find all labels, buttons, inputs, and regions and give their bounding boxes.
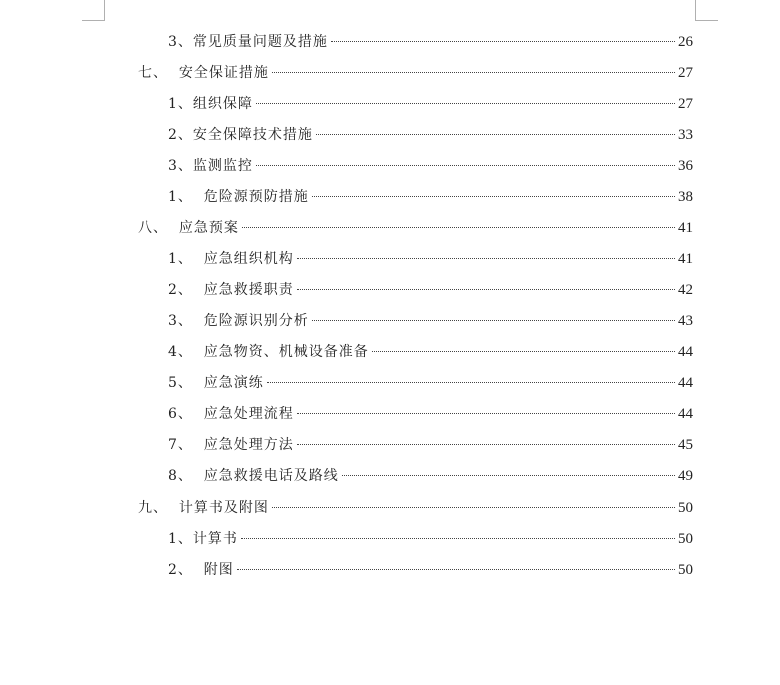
toc-page-number: 26	[678, 34, 693, 50]
toc-entry[interactable]	[138, 62, 693, 84]
toc-dot-leader	[237, 569, 675, 570]
toc-entry-label: 3、常见质量问题及措施	[168, 34, 328, 50]
toc-entry-label: 3、 危险源识别分析	[168, 313, 309, 329]
toc-page-number: 43	[678, 313, 693, 329]
toc-page-number: 36	[678, 158, 693, 174]
toc-page-number: 41	[678, 220, 693, 236]
toc-dot-leader	[241, 538, 675, 539]
toc-page-number: 38	[678, 189, 693, 205]
page-corner-mark-top-left	[82, 0, 105, 21]
toc-entry[interactable]	[168, 403, 693, 425]
toc-entry-label: 1、 应急组织机构	[168, 251, 294, 267]
toc-entry[interactable]	[168, 124, 693, 146]
toc-entry[interactable]	[168, 341, 693, 363]
toc-page-number: 33	[678, 127, 693, 143]
toc-entry[interactable]	[168, 372, 693, 394]
toc-dot-leader	[312, 196, 675, 197]
toc-entry[interactable]	[168, 31, 693, 53]
toc-entry-label: 3、监测监控	[168, 158, 253, 174]
toc-page-number: 49	[678, 468, 693, 484]
toc-page-number: 50	[678, 531, 693, 547]
toc-page-number: 27	[678, 96, 693, 112]
toc-entry-label: 1、组织保障	[168, 96, 253, 112]
toc-entry-label: 七、 安全保证措施	[138, 65, 269, 81]
toc-entry[interactable]	[168, 310, 693, 332]
toc-entry-label: 2、 附图	[168, 562, 234, 578]
toc-page-number: 44	[678, 375, 693, 391]
toc-page-number: 50	[678, 500, 693, 516]
toc-entry[interactable]	[168, 465, 693, 487]
toc-entry-label: 1、计算书	[168, 531, 238, 547]
toc-page-number: 44	[678, 406, 693, 422]
toc-dot-leader	[297, 289, 675, 290]
toc-entry[interactable]	[168, 248, 693, 270]
toc-dot-leader	[316, 134, 675, 135]
toc-dot-leader	[342, 475, 675, 476]
toc-entry[interactable]	[168, 279, 693, 301]
toc-page-number: 27	[678, 65, 693, 81]
toc-dot-leader	[297, 258, 675, 259]
toc-dot-leader	[372, 351, 675, 352]
toc-page-number: 42	[678, 282, 693, 298]
toc-entry[interactable]	[138, 497, 693, 519]
toc-entry[interactable]	[168, 559, 693, 581]
toc-entry-label: 6、 应急处理流程	[168, 406, 294, 422]
toc-entry-label: 7、 应急处理方法	[168, 437, 294, 453]
toc-entry[interactable]	[168, 186, 693, 208]
toc-dot-leader	[242, 227, 675, 228]
toc-entry-label: 九、 计算书及附图	[138, 500, 269, 516]
toc-entry[interactable]	[168, 93, 693, 115]
toc-dot-leader	[331, 41, 675, 42]
toc-page-number: 50	[678, 562, 693, 578]
toc-entry-label: 2、安全保障技术措施	[168, 127, 313, 143]
page-corner-mark-top-right	[695, 0, 718, 21]
toc-entry-label: 5、 应急演练	[168, 375, 264, 391]
toc-page-number: 44	[678, 344, 693, 360]
toc-page-number: 41	[678, 251, 693, 267]
toc-dot-leader	[297, 413, 675, 414]
toc-entry-label: 2、 应急救援职责	[168, 282, 294, 298]
toc-entry-label: 4、 应急物资、机械设备准备	[168, 344, 369, 360]
toc-entry-label: 8、 应急救援电话及路线	[168, 468, 339, 484]
toc-dot-leader	[256, 103, 675, 104]
toc-page-number: 45	[678, 437, 693, 453]
toc-entry[interactable]	[168, 155, 693, 177]
toc-entry-label: 八、 应急预案	[138, 220, 239, 236]
toc-entry-label: 1、 危险源预防措施	[168, 189, 309, 205]
toc-entry[interactable]	[138, 217, 693, 239]
toc-dot-leader	[297, 444, 675, 445]
toc-dot-leader	[272, 72, 675, 73]
toc-dot-leader	[267, 382, 675, 383]
toc-dot-leader	[312, 320, 675, 321]
toc-dot-leader	[256, 165, 675, 166]
toc-dot-leader	[272, 507, 675, 508]
toc-entry[interactable]	[168, 434, 693, 456]
toc-entry[interactable]	[168, 528, 693, 550]
